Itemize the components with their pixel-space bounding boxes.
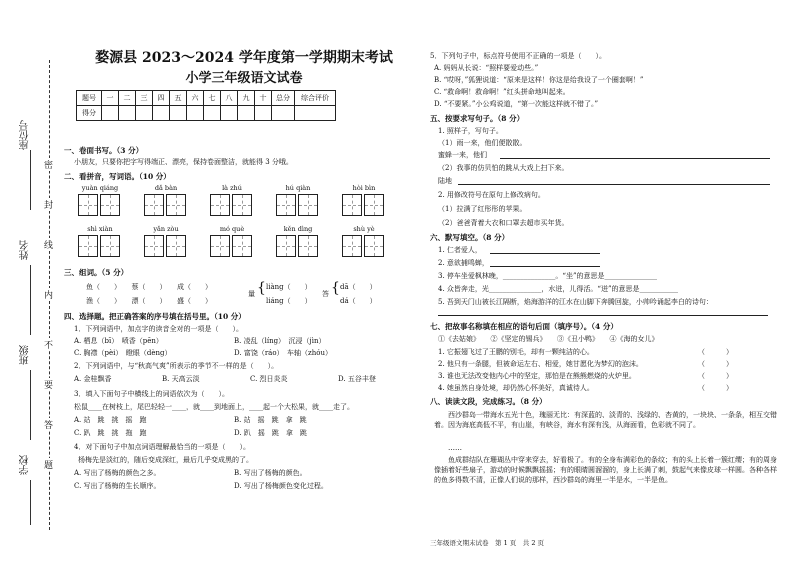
pinyin-word — [144, 184, 188, 216]
score-header-cell: 四 — [153, 91, 170, 106]
pinyin-text: kěn dìng — [283, 225, 313, 233]
score-header-cell: 六 — [187, 91, 204, 106]
story-options: ①《去姑娘》 ②《坚定的锡兵》 ③《丑小鸭》 ④《海的女儿》 — [438, 335, 659, 343]
score-header-cell: 一 — [102, 91, 119, 106]
score-header-cell: 十 — [255, 91, 272, 106]
seal-char: 内 — [44, 288, 53, 301]
seal-char: 答 — [44, 418, 53, 431]
section-7-title: 七、把故事名称填在相应的语句后面（填序号）。（4 分） — [430, 322, 618, 331]
pinyin-word — [342, 225, 386, 257]
brace-icon: { — [331, 280, 340, 296]
s5-item-2a: （1）拉满了红彤彤的苹果。 — [438, 205, 527, 213]
score-header-cell: 九 — [238, 91, 255, 106]
question-4-4-sentence: 杨梅先是淡红的，随后变成深红，最后几乎变成黑的了。 — [78, 456, 253, 464]
s5-item-1b: 蜜蜂一来，他们 — [438, 151, 487, 159]
score-header-cell: 综合评价 — [295, 91, 336, 106]
option-4-4b: B. 写出了杨梅的颜色。 — [234, 469, 307, 477]
pinyin-word — [78, 225, 122, 257]
answer-line[interactable] — [490, 266, 600, 267]
option-4-2d: D. 五谷丰登 — [338, 375, 376, 383]
option-4-4d: D. 写出了杨梅颜色变化过程。 — [234, 482, 328, 490]
score-input-cell[interactable] — [221, 106, 238, 121]
word-group-line-1: 鱼（ ） 蔡（ ） 成（ ） — [86, 283, 212, 291]
pinyin-word — [144, 225, 188, 257]
option-4-3d: D. 趴 摇 跳 拿 跳 — [234, 429, 307, 437]
writing-box[interactable] — [100, 235, 120, 257]
pinyin-text: yǎn zòu — [153, 225, 179, 233]
question-4-1: 1．下列词语中，加点字的读音全对的一项是（ ）。 — [74, 325, 243, 333]
score-input-cell[interactable] — [187, 106, 204, 121]
section-5-title: 五、按要求写句子。（8 分） — [430, 114, 525, 123]
answer-line[interactable] — [500, 158, 770, 159]
seat-number-label: 座位号 — [20, 120, 31, 150]
option-4-2a: A. 金桂飘香 — [74, 375, 112, 383]
polyphone-char-2: 答 — [322, 290, 329, 298]
writing-box[interactable] — [276, 235, 296, 257]
polyphone-char-1: 量 — [248, 290, 255, 298]
writing-box[interactable] — [232, 194, 252, 216]
seat-number-line — [30, 150, 31, 210]
score-header-cell: 二 — [119, 91, 136, 106]
exam-subtitle: 小学三年级语文试卷 — [185, 71, 303, 86]
pinyin-text: hòi bìn — [352, 184, 376, 192]
pinyin-text: shì xiàn — [87, 225, 113, 233]
pinyin-word — [78, 184, 122, 216]
seal-char: 密 — [44, 158, 53, 171]
writing-box[interactable] — [166, 194, 186, 216]
score-header-cell: 题号 — [77, 91, 102, 106]
pinyin-word — [210, 225, 254, 257]
section-2-title: 二、看拼音，写词语。（10 分） — [64, 172, 171, 181]
answer-paren[interactable]: （ ） — [698, 348, 733, 356]
reading-paragraph-1: 西沙群岛一带海水五光十色，瑰丽无比：有深蓝的、淡青的、浅绿的、杏黄的，一块块、一条条，相互交错着。因为海底高低不平，有山崖，有峡谷，海水有深有浅，从海面看，色彩就不同了。 — [434, 411, 777, 430]
answer-paren[interactable]: （ ） — [698, 360, 733, 368]
s7-item-2: 2. 他只有一条腿，但被命运左右、相爱，她甘愿化为梦幻的泡沫。 — [438, 360, 643, 368]
s6-item-1: 1. 仁者爱人， — [438, 246, 482, 254]
pinyin-word — [210, 184, 254, 216]
seal-char: 线 — [44, 238, 53, 251]
pinyin-word — [342, 184, 386, 216]
s7-item-1: 1. 它振翅飞过了王鹏的别毛，却有一颗纯洁的心。 — [438, 348, 594, 356]
section-3-title: 三、组词。（5 分） — [64, 268, 129, 277]
writing-box[interactable] — [210, 194, 230, 216]
s5-item-1a: （1）雨一来，他们便散散。 — [438, 139, 527, 147]
answer-paren[interactable]: （ ） — [698, 372, 733, 380]
s5-item-2b: （2）爸爸背着大衣和口罩去超市买年货。 — [438, 219, 569, 227]
writing-box[interactable] — [210, 235, 230, 257]
page-footer: 三年级语文期末试卷 第 1 页 共 2 页 — [430, 539, 545, 547]
section-6-title: 六、默写填空。（8 分） — [430, 233, 510, 242]
score-row-label: 得分 — [77, 106, 102, 121]
writing-box[interactable] — [364, 235, 384, 257]
score-header-cell: 五 — [170, 91, 187, 106]
score-input-cell[interactable] — [153, 106, 170, 121]
option-4-3b: B. 站 摇 跳 拿 跳 — [234, 416, 307, 424]
option-4-1d: D. 富饶（ráo） 车轴（zhóu） — [234, 349, 332, 357]
s6-item-2: 2. 意欲捕鸣蝉， — [438, 259, 489, 267]
score-input-cell[interactable] — [204, 106, 221, 121]
s7-item-4: 4. 她虽然自身处境，却仍然心怀美好，真诚待人。 — [438, 384, 594, 392]
pinyin-word — [276, 184, 320, 216]
s5-item-1: 1. 照样子，写句子。 — [438, 127, 503, 135]
name-label: 姓名 — [20, 240, 31, 260]
score-input-cell[interactable] — [238, 106, 255, 121]
score-input-cell[interactable] — [136, 106, 153, 121]
question-4-3-sentence: 松鼠____在树枝上，尾巴轻轻一____，就____到地面上，____起一个大松果，就____走了。 — [74, 403, 354, 411]
seal-char: 封 — [44, 198, 53, 211]
brace-icon: { — [257, 280, 266, 296]
pinyin-text: mó què — [219, 225, 245, 233]
section-1-title: 一、卷面书写。（3 分） — [64, 146, 144, 155]
s6-item-5: 5. 吾到天门山被长江隔断，焰海游洋的江水在山脚下奔腾回旋，小帅吟诵起李白的诗句： — [438, 298, 713, 306]
score-input-cell[interactable] — [170, 106, 187, 121]
writing-box[interactable] — [298, 235, 318, 257]
section-1-text: 小朋友，只要你把字写得端正、漂亮，保持卷面整洁，就能得 3 分哦。 — [74, 158, 293, 166]
writing-box[interactable] — [232, 235, 252, 257]
writing-box[interactable] — [342, 235, 362, 257]
polyphone-1b: liáng（ ） — [266, 297, 312, 305]
school-label: 学校 — [20, 455, 31, 475]
polyphone-2a: dā（ ） — [340, 283, 377, 291]
writing-box[interactable] — [78, 235, 98, 257]
writing-box[interactable] — [342, 194, 362, 216]
pinyin-text: là zhú — [222, 184, 242, 192]
binding-margin — [0, 0, 60, 561]
s5-item-2: 2. 用修改符号在原句上修改病句。 — [438, 191, 545, 199]
pinyin-text: dǎ bàn — [154, 184, 178, 192]
question-4-2: 2．下列词语中，与“秋高气爽”所表示的季节不一样的是（ ）。 — [74, 362, 279, 370]
writing-box[interactable] — [100, 194, 120, 216]
score-input-cell[interactable] — [102, 106, 119, 121]
option-4-3a: A. 站 跳 挑 摇 跑 — [74, 416, 147, 424]
class-label: 班级 — [20, 345, 31, 365]
score-header-cell: 八 — [221, 91, 238, 106]
seal-char: 不 — [44, 338, 53, 351]
reading-paragraph-2: 鱼成群结队在珊瑚丛中穿来穿去，好看极了。有的全身布满彩色的条纹；有的头上长着一簇红缨；有的周身像插着好些扇子，游动的时候飘飘摇摇；有的眼睛圆溜溜的，身上长满了刺，鼓起气来像皮球一样圆。各种各样的鱼多得数不清，正像人们说的那样，西沙群岛的海里一半是水，一半是鱼。 — [434, 456, 777, 485]
answer-line[interactable] — [490, 253, 600, 254]
option-4-2c: C. 烈日炎炎 — [250, 375, 288, 383]
option-4-5a: A. 妈妈从长说：“照样要爱动些。” — [434, 64, 539, 72]
seal-char: 题 — [44, 458, 53, 471]
s6-item-3: 3. 停车坐爱枫林晚，_______________。“坐”的意思是_______________ — [438, 272, 658, 280]
answer-line[interactable] — [438, 315, 768, 316]
section-4-title: 四、选择题。把正确答案的序号填在括号里。（10 分） — [64, 312, 246, 321]
score-input-cell[interactable] — [255, 106, 272, 121]
score-input-cell[interactable] — [272, 106, 295, 121]
writing-box[interactable] — [364, 194, 384, 216]
option-4-3c: C. 趴 跳 挑 拖 跑 — [74, 429, 147, 437]
score-input-cell[interactable] — [119, 106, 136, 121]
score-header-cell: 总分 — [272, 91, 295, 106]
pinyin-text: shù yè — [353, 225, 375, 233]
pinyin-text: yuàn qiáng — [81, 184, 119, 192]
question-4-5: 5．下列句子中，标点符号使用不正确的一项是（ ）。 — [430, 52, 606, 60]
s5-item-1d: 陆地 — [438, 177, 452, 185]
word-group-line-2: 渔（ ） 漂（ ） 盛（ ） — [86, 297, 212, 305]
writing-box[interactable] — [276, 194, 296, 216]
score-input-cell[interactable] — [295, 106, 336, 121]
score-header-cell: 七 — [204, 91, 221, 106]
ellipsis: …… — [448, 444, 462, 452]
question-4-3: 3．填入下面句子中横线上的词语依次为（ ）。 — [74, 390, 229, 398]
option-4-1b: B. 凌乱（líng） 沉浸（jìn） — [234, 337, 326, 345]
class-line — [30, 370, 31, 440]
score-table — [76, 90, 336, 121]
question-4-4: 4．对下面句子中加点词语理解最恰当的一项是（ ）。 — [74, 443, 250, 451]
option-4-5b: B. “哎呀，”狐狸说道：“原来是这样！你这是给我设了一个圈套啊！” — [434, 76, 644, 84]
writing-box[interactable] — [144, 194, 164, 216]
section-8-title: 八、读读文段，完成练习。（8 分） — [430, 397, 547, 406]
writing-box[interactable] — [298, 194, 318, 216]
writing-box[interactable] — [78, 194, 98, 216]
s6-item-4: 4. 众皆奔走，光_______________，水迸，儿得活。“迸”的意思是___________ — [438, 285, 679, 293]
name-line — [30, 265, 31, 335]
answer-paren[interactable]: （ ） — [698, 384, 733, 392]
school-line — [30, 480, 31, 525]
option-4-5d: D. “不要紧。”小公鸡说道，“第一次能这样就不错了。” — [434, 100, 599, 108]
writing-box[interactable] — [166, 235, 186, 257]
polyphone-1a: liàng（ ） — [266, 283, 312, 291]
writing-box[interactable] — [144, 235, 164, 257]
option-4-5c: C. “救命啊！救命啊！”红头拼命地叫起来。 — [434, 88, 570, 96]
s5-item-1c: （2）我事的仿贝怕的跳从大戏上扫下来。 — [438, 164, 569, 172]
option-4-4c: C. 写出了杨梅的生长顺序。 — [74, 482, 161, 490]
score-header-cell: 三 — [136, 91, 153, 106]
option-4-2b: B. 天高云淡 — [162, 375, 200, 383]
s7-item-3: 3. 谁也无法改变他内心中的坚定，那怕是在熊熊燃烧的火炉里。 — [438, 372, 636, 380]
option-4-1c: C. 胸襟（pèi） 瞪眼（dèng） — [74, 349, 172, 357]
seal-char: 要 — [44, 378, 53, 391]
option-4-4a: A. 写出了杨梅的颜色之多。 — [74, 469, 161, 477]
answer-line[interactable] — [458, 184, 770, 185]
pinyin-word — [276, 225, 320, 257]
option-4-1a: A. 栖息（bī） 喷香（pēn） — [74, 337, 163, 345]
polyphone-2b: dá（ ） — [340, 297, 377, 305]
pinyin-text: hú qiàn — [285, 184, 311, 192]
exam-title: 婺源县 2023～2024 学年度第一学期期末考试 — [95, 50, 393, 66]
